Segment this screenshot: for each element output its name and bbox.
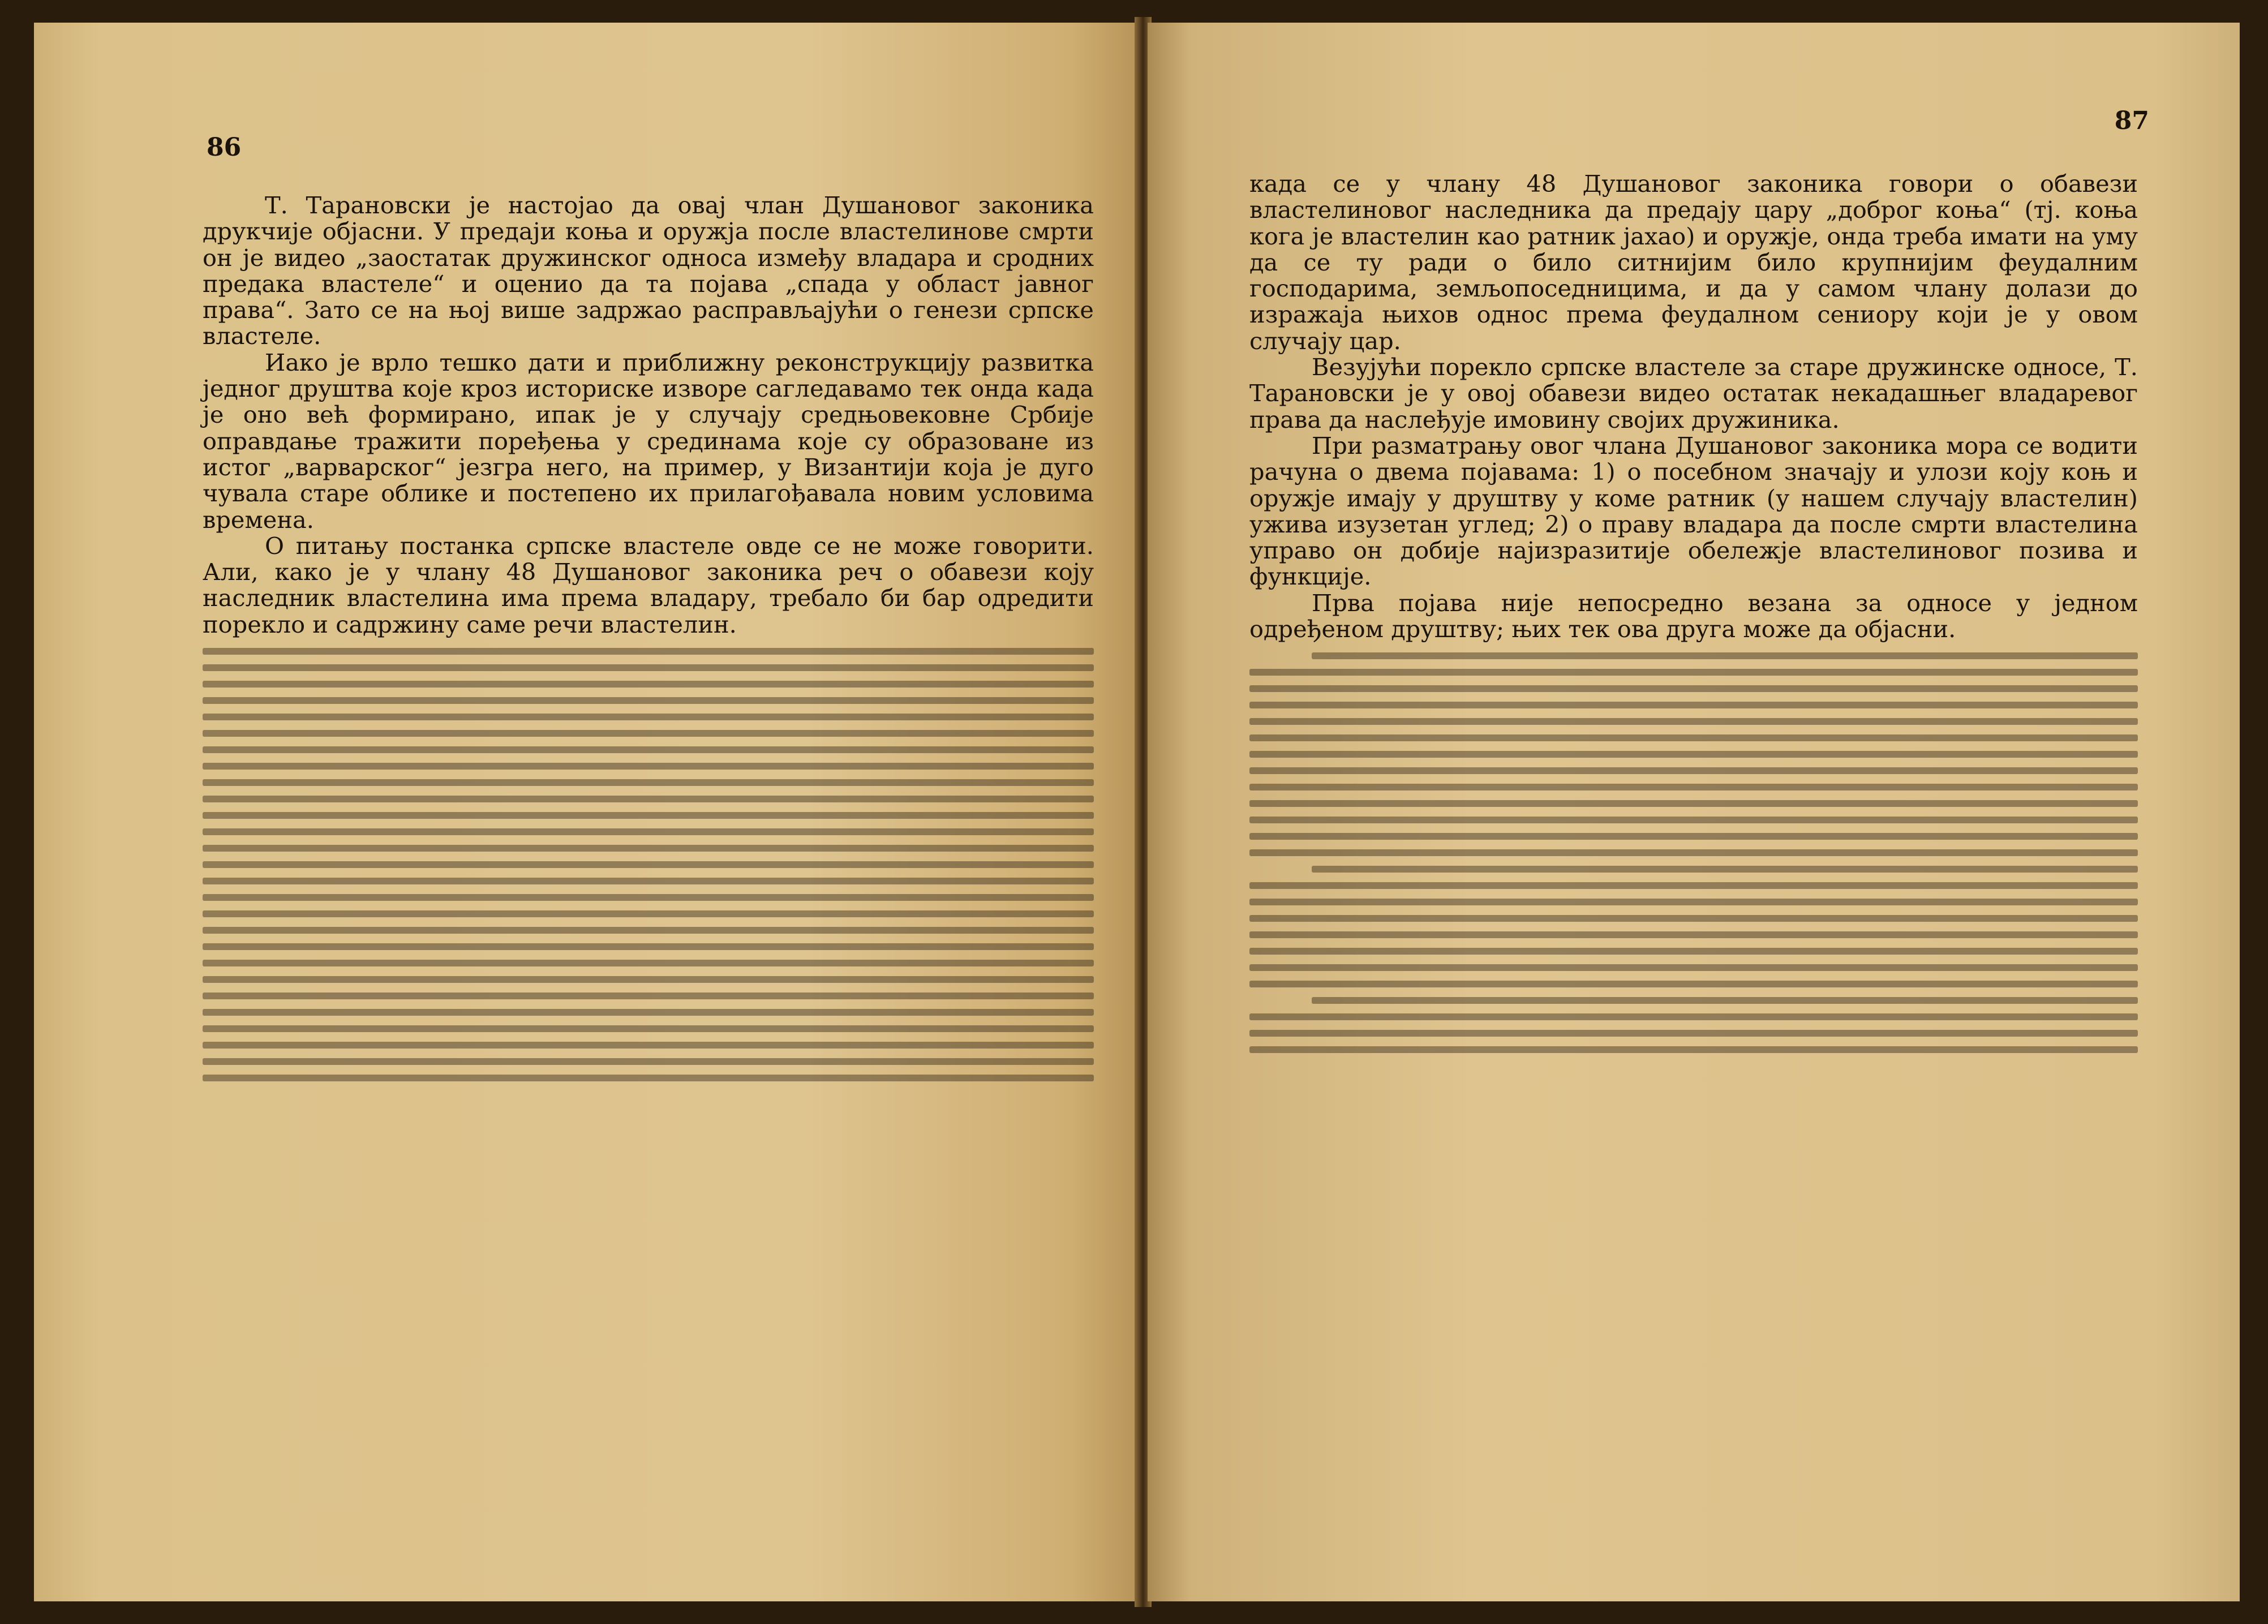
- paragraph: При разматрању овог члана Душановог законика мора се водити рачуна о двема појавама: 1) о посебном значају и улози коју коњ и оружје имају у друштву у коме ратник (у нашем случају властелин) ужива изузетан углед; 2) о праву владара да после смрти властелина управо он добије најизразитије обележје властелиновог позива и функције.: [1249, 431, 2138, 591]
- paragraph: када се у члану 48 Душановог законика говори о обавези властелиновог наследника да предају цару „доброг коња“ (тј. коња кога је властелин као ратник јахао) и оружје, онда треба имати на уму да се ту ради о било ситнијим било крупнијим феудалним господарима, земљопоседницима, и да у самом члану долази до изражаја њихов однос према феудалном сениору који је у овом случају цар.: [1249, 170, 2138, 355]
- page-body: [203, 192, 1094, 1091]
- page-body: [1249, 171, 2138, 1063]
- right-page: [1148, 23, 2240, 1601]
- paragraph: Т. Тарановски је настојао да овај члан Душановог законика друкчије објасни. У предаји коња и оружја после властелинове смрти он је видео „заостатак дружинског односа између владара и сродних предака властеле“ и оценио да та појава „спада у област јавног права“. Зато се на њој више задржао расправљајући о генези српске властеле.: [203, 191, 1094, 350]
- remaining-text-placeholder: [203, 648, 1094, 1081]
- left-page: [34, 23, 1137, 1601]
- paragraph: Прва појава није непосредно везана за односе у једном одређеном друштву; њих тек ова друга може да објасни.: [1249, 588, 2138, 643]
- paragraph: О питању постанка српске властеле овде се не може говорити. Али, како је у члану 48 Душановог законика реч о обавези коју наследник властелина има према владару, требало би бар одредити порекло и садржину саме речи властелин.: [203, 531, 1094, 638]
- paragraph: Иако је врло тешко дати и приближну реконструкцију развитка једног друштва које кроз историске изворе сагледавамо тек онда када је оно већ формирано, ипак је у случају средњовековне Србије оправдање тражити поређења у срединама које су образоване из истог „варварског“ језгра него, на пример, у Византији која је дуго чувала старе облике и постепено их прилагођавала новим условима времена.: [203, 348, 1094, 534]
- page-number: 87: [2114, 106, 2149, 135]
- page-number: 86: [207, 133, 242, 162]
- remaining-text-placeholder: [1249, 652, 2138, 1053]
- paragraph: Везујући порекло српске властеле за старе дружинске односе, Т. Тарановски је у овој обавези видео остатак некадашњег владаревог права да наслеђује имовину својих дружиника.: [1249, 353, 2138, 433]
